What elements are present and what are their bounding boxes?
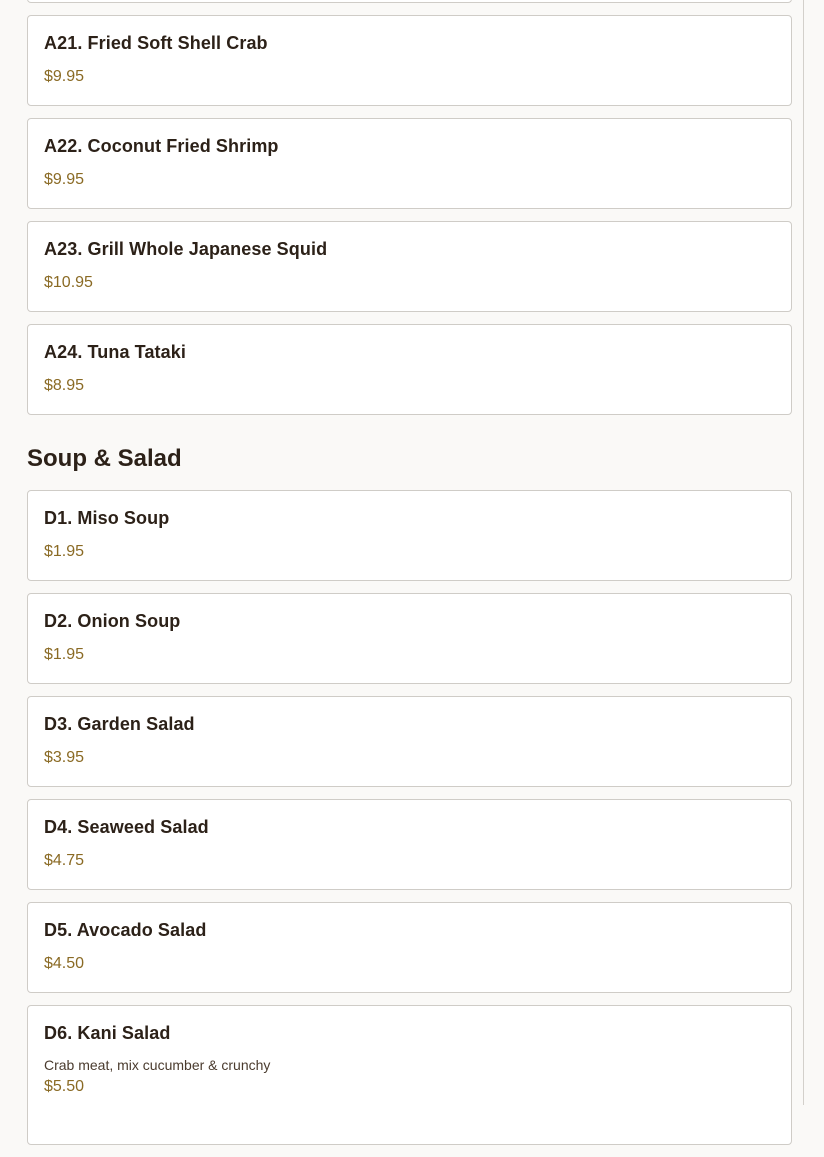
menu-item-name: D4. Seaweed Salad [44, 817, 209, 837]
menu-item-price: $9.95 [44, 68, 85, 85]
menu-item-card[interactable] [27, 799, 792, 890]
menu-item-card[interactable] [27, 696, 792, 787]
menu-content [27, 0, 792, 1157]
menu-item-price: $1.95 [44, 646, 85, 663]
menu-item-card[interactable] [27, 15, 792, 106]
menu-item-card[interactable] [27, 593, 792, 684]
menu-item-name: D1. Miso Soup [44, 508, 170, 528]
menu-item-name: A24. Tuna Tataki [44, 342, 186, 362]
menu-item-price: $10.95 [44, 274, 93, 291]
menu-item-card-partial[interactable] [27, 0, 792, 3]
menu-item-price: $9.95 [44, 171, 85, 188]
section-title-soup-salad: Soup & Salad [27, 445, 182, 472]
menu-item-price: $4.75 [44, 852, 85, 869]
menu-item-description: Crab meat, mix cucumber & crunchy [44, 1057, 271, 1073]
menu-item-price: $3.95 [44, 749, 85, 766]
menu-item-name: D5. Avocado Salad [44, 920, 207, 940]
menu-item-name: D6. Kani Salad [44, 1023, 171, 1043]
menu-item-name: A23. Grill Whole Japanese Squid [44, 239, 328, 259]
menu-item-card[interactable] [27, 490, 792, 581]
menu-item-price: $5.50 [44, 1078, 85, 1095]
menu-item-card[interactable] [27, 221, 792, 312]
menu-item-name: A22. Coconut Fried Shrimp [44, 136, 279, 156]
menu-item-name: A21. Fried Soft Shell Crab [44, 33, 268, 53]
menu-item-name: D3. Garden Salad [44, 714, 195, 734]
page-scroll-edge [803, 0, 804, 1105]
menu-item-price: $8.95 [44, 377, 85, 394]
menu-item-name: D2. Onion Soup [44, 611, 181, 631]
menu-item-card[interactable] [27, 1005, 792, 1145]
menu-item-card[interactable] [27, 324, 792, 415]
menu-item-card[interactable] [27, 902, 792, 993]
menu-item-price: $4.50 [44, 955, 85, 972]
menu-item-card[interactable] [27, 118, 792, 209]
menu-item-price: $1.95 [44, 543, 85, 560]
